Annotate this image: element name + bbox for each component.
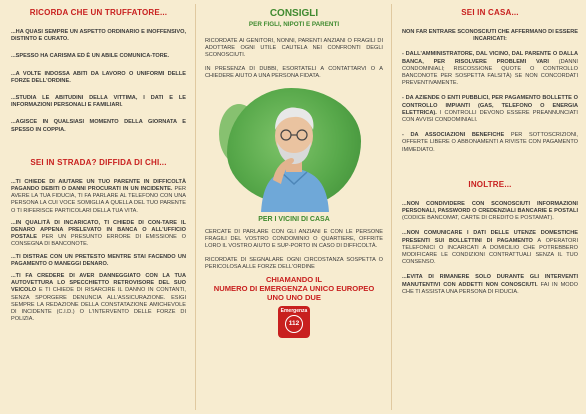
inoltre-item: ...EVITA DI RIMANERE SOLO DURANTE GLI INTERVENTI MANUTENTIVI CON ADDETTI NON CONOSCIUTI. FAI IN MODO CHE TI ASSISTA UNA PERSONA DI FIDUCIA. [402, 274, 578, 295]
column-truffatore [0, 0, 194, 414]
vicini-title: PER I VICINI DI CASA [258, 216, 330, 224]
heading-casa: SEI IN CASA... [461, 8, 519, 17]
elderly-man-illustration [219, 84, 369, 212]
truffatore-item: ...SPESSO HA CARISMA ED È UN ABILE COMUNICA-TORE. [11, 53, 170, 60]
consigli-para: RICORDATE AI GENITORI, NONNI, PARENTI ANZIANI O FRAGILI DI ADOTTARE OGNI UTILE CAUTELA NEI CONFRONTI DEGLI SCONOSCIUTI. [205, 38, 383, 59]
casa-item: - DA AZIENDE O ENTI PUBBLICI, PER PAGAMENTO BOLLETTE O CONTROLLO IMPIANTI (GAS, TELEFONO O ENERGIA ELETTRICA). I CONTROLLI DEVONO ESSERE PREANNUNCIATI CON AVVISI CONDOMINIALI. [402, 95, 578, 124]
heading-strada: SEI IN STRADA? DIFFIDA DI CHI... [30, 157, 167, 167]
consigli-subtitle: PER FIGLI, NIPOTI E PARENTI [248, 21, 340, 28]
column-divider [391, 4, 392, 410]
elderly-man-icon [219, 84, 369, 212]
vicini-para: RICORDATE DI SEGNALARE OGNI CIRCOSTANZA SOSPETTA O PERICOLOSA ALLE FORZE DELL'ORDINE [205, 256, 383, 270]
casa-item: - DALL'AMMINISTRATORE, DAL VICINO, DAL PARENTE O DALLA BANCA, PER RISOLVERE PROBLEMI VARI (DANNI CONDOMINIALI; RISCOSSIONE QUOTE O CONTROLLO BANCONOTE PER SOSPETTA FALSITÀ) SE NON CONCORDATI PREVENTIVAMENTE. [402, 51, 578, 87]
strada-item: ...TI CHIEDE DI AIUTARE UN TUO PARENTE IN DIFFICOLTÀ PAGANDO DEBITI O DANNI PROCURATI IN UN INCIDENTE. PER AVERE LA TUA FIDUCIA, TI FA PARLARE AL TELEFONO CON UNA PERSONA LA CUI VOCE SOMIGLIA A QUELLA DEL TUO PARENTE O TI RIFERISCE PARTICOLARI DELLA TUA VITA. [11, 178, 186, 214]
column-casa [393, 0, 586, 414]
chiamando-label: CHIAMANDO IL [265, 275, 323, 285]
inoltre-item: ...NON CONDIVIDERE CON SCONOSCIUTI INFORMAZIONI PERSONALI, PASSWORD O CREDENZIALI BANCARIE E POSTALI (CODICE BANCOMAT, CARTE DI CREDITO E POSTAMAT). [402, 200, 578, 222]
truffatore-item: ...HA QUASI SEMPRE UN ASPETTO ORDINARIO E INOFFENSIVO, DISTINTO E CURATO. [11, 29, 186, 43]
vicini-para: CERCATE DI PARLARE CON GLI ANZIANI E CON LE PERSONE FRAGILI DEL VOSTRO CONDOMINIO O QUARTIERE, OFFRITE LORO IL VOSTRO AIUTO E SUP-PORTO IN CASO DI DIFFICOLTÀ. [205, 229, 383, 250]
column-consigli [196, 0, 390, 414]
heading-truffatore: RICORDA CHE UN TRUFFATORE... [29, 8, 168, 17]
truffatore-item: ...STUDIA LE ABITUDINI DELLA VITTIMA, I DATI E LE INFORMAZIONI PERSONALI E FAMILIARI. [11, 95, 186, 109]
casa-intro: NON FAR ENTRARE SCONOSCIUTI CHE AFFERMANO DI ESSERE INCARICATI: [402, 29, 579, 43]
strada-item: ...IN QUALITÀ DI INCARICATO, TI CHIEDE DI CON-TARE IL DENARO APPENA PRELEVATO IN BANCA O ALL'UFFICIO POSTALE PER UN PRESUNTO ERRORE DI EMISSIONE O CONSEGNA DI BANCONOTE. [11, 219, 186, 248]
truffatore-item: ...AGISCE IN QUALSIASI MOMENTO DELLA GIORNATA E SPESSO IN COPPIA. [11, 119, 186, 133]
emergency-112-logo: Emergenza 112 [278, 306, 310, 338]
truffatore-item: ...A VOLTE INDOSSA ABITI DA LAVORO O UNIFORMI DELLE FORZE DELL'ORDINE. [11, 70, 186, 84]
inoltre-item: ...NON COMUNICARE I DATI DELLE UTENZE DOMESTICHE PRESENTI SUI BOLLETTINI DI PAGAMENTO A OPERATORI TELEFONICI O INCARICATI A DOMICILIO CHE POTREBBERO MODIFICARE LE CONDIZIONI CONTRATTUALI SENZA IL TUO CONSENSO. [402, 230, 578, 266]
strada-item: ...TI DISTRAE CON UN PRETESTO MENTRE STAI FACENDO UN PAGAMENTO O MANEGGI DENARO. [11, 253, 186, 267]
strada-item: ...TI FA CREDERE DI AVER DANNEGGIATO CON LA TUA AUTOVETTURA LO SPECCHIETTO RETROVISORE DEL SUO VEICOLO E TI CHIEDE DI RISARCIRE IL DANNO IN CONTANTI, SENZA SPORGERE DENUNCIA ALL'ASSICURAZIONE. ESIGI SEMPRE LA REDAZIONE DELLA CONSTATAZIONE AMICHEVOLE DI INCIDENTE (C.I.D.) O L'INTERVENTO DELLE FORZE DI POLIZIA. [11, 273, 186, 323]
consigli-para: IN PRESENZA DI DUBBI, ESORTATELI A CONTATTARVI O A CHIEDERE AIUTO A UNA PERSONA FIDATA. [205, 65, 383, 79]
consigli-title: CONSIGLI [269, 8, 319, 19]
emergency-number-spoken: UNO UNO DUE [266, 293, 321, 303]
casa-item: - DA ASSOCIAZIONI BENEFICHE PER SOTTOSCRIZIONI, OFFERTE LIBERE O ABBONAMENTI A RIVISTE CON PAGAMENTO IMMEDIATO. [402, 132, 578, 153]
heading-inoltre: INOLTRE... [468, 179, 512, 189]
emergency-number-label: NUMERO DI EMERGENZA UNICO EUROPEO [213, 284, 375, 294]
